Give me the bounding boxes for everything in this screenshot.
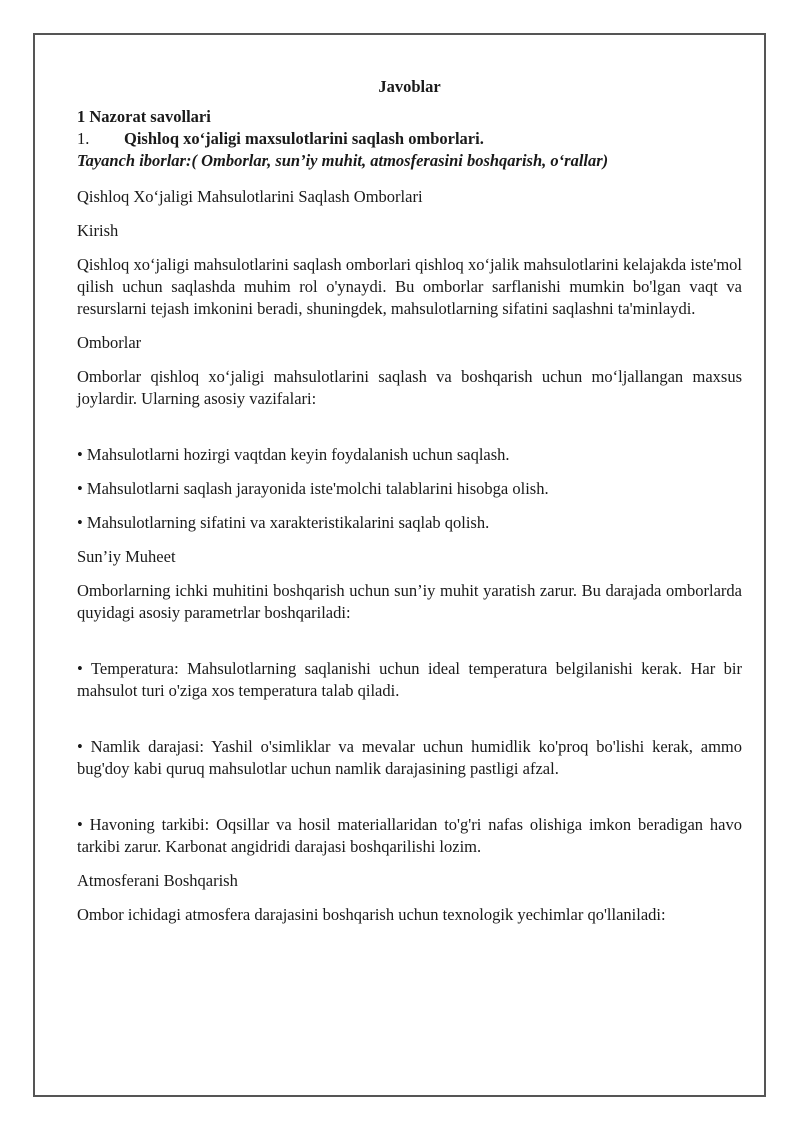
omborlar-paragraph: Omborlar qishloq xo‘jaligi mahsulotlarini saqlash va boshqarish uchun mo‘ljallangan maxsus joylardir. Ularning asosiy vazifalari: xyxy=(77,367,742,408)
atmos-heading: Atmosferani Boshqarish xyxy=(77,871,238,890)
page-title: Javoblar xyxy=(378,77,441,96)
intro-heading: Kirish xyxy=(77,221,119,240)
main-heading: Qishloq Xo‘jaligi Mahsulotlarini Saqlash Omborlari xyxy=(77,187,423,206)
omborlar-heading: Omborlar xyxy=(77,333,142,352)
question-line xyxy=(77,128,742,150)
section-heading: 1 Nazorat savollari xyxy=(77,107,211,126)
document-body xyxy=(77,72,742,938)
question-number: 1. xyxy=(77,129,90,148)
bullet-item: • Mahsulotlarni saqlash jarayonida iste'molchi talablarini hisobga olish. xyxy=(77,479,549,498)
bullet-item: • Namlik darajasi: Yashil o'simliklar va mevalar uchun humidlik ko'proq bo'lishi kerak, ammo bug'doy kabi quruq mahsulotlar uchun namlik darajasining pastligi afzal. xyxy=(77,737,742,778)
bullet-item: • Temperatura: Mahsulotlarning saqlanishi uchun ideal temperatura belgilanishi kerak. Har bir mahsulot turi o'ziga xos temperatura talab qiladi. xyxy=(77,659,742,700)
atmos-paragraph: Ombor ichidagi atmosfera darajasini boshqarish uchun texnologik yechimlar qo'llaniladi: xyxy=(77,905,666,924)
question-text: Qishloq xo‘jaligi maxsulotlarini saqlash omborlari. xyxy=(124,129,484,148)
bullet-item: • Havoning tarkibi: Oqsillar va hosil materiallaridan to'g'ri nafas olishiga imkon beradigan havo tarkibi zarur. Karbonat angidridi darajasi boshqarilishi lozim. xyxy=(77,815,742,856)
bullet-item: • Mahsulotlarni hozirgi vaqtdan keyin foydalanish uchun saqlash. xyxy=(77,445,510,464)
keywords-line: Tayanch iborlar:( Omborlar, sun’iy muhit, atmosferasini boshqarish, o‘rallar) xyxy=(77,151,609,170)
intro-paragraph: Qishloq xo‘jaligi mahsulotlarini saqlash omborlari qishloq xo‘jalik mahsulotlarini kelajakda iste'mol qilish uchun saqlashda muhim rol o'ynaydi. Bu omborlar sarflanishi mumkin bo'lgan vaqt va resurslarni tejash imkonini beradi, shuningdek, mahsulotlarning sifatini saqlashni ta'minlaydi. xyxy=(77,255,742,318)
bullet-item: • Mahsulotlarning sifatini va xarakteristikalarini saqlab qolish. xyxy=(77,513,490,532)
suniy-paragraph: Omborlarning ichki muhitini boshqarish uchun sun’iy muhit yaratish zarur. Bu darajada omborlarda quyidagi asosiy parametrlar boshqariladi: xyxy=(77,581,742,622)
suniy-heading: Sun’iy Muheet xyxy=(77,547,176,566)
